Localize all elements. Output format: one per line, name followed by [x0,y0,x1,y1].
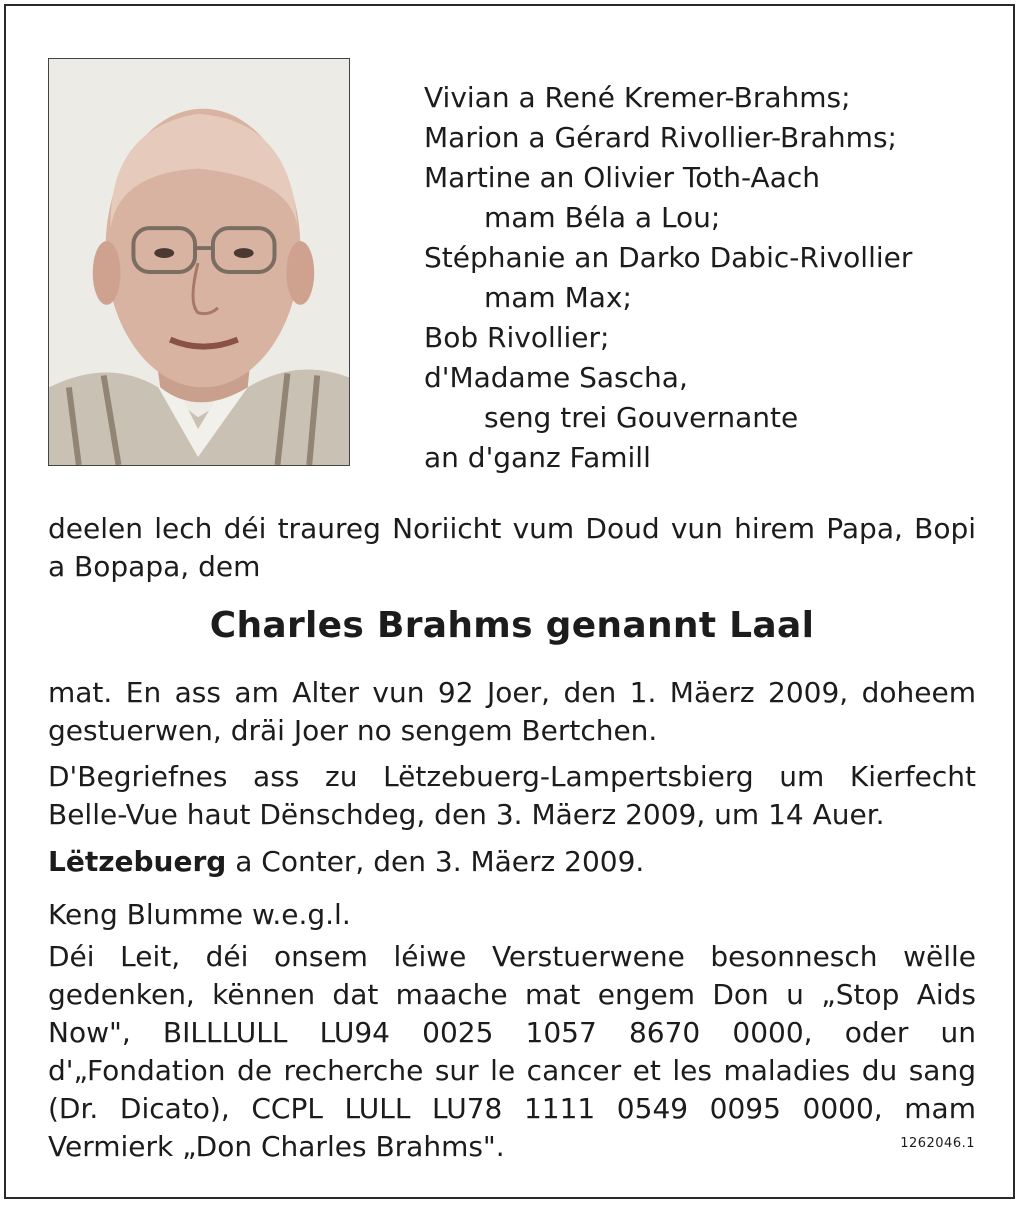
intro-text: deelen lech déi traureg Noriicht vum Doud vun hirem Papa, Bopi a Bopapa, dem [48,512,976,583]
family-name-line: Marion a Gérard Rivollier-Brahms; [424,121,897,154]
funeral-text: D'Begriefnes ass zu Lëtzebuerg-Lampertsbierg um Kierfecht Belle-Vue haut Dënschdeg, den 3. Mäerz 2009, um 14 Auer. [48,760,976,831]
family-name-line: mam Béla a Lou; [484,201,721,234]
deceased-name: Charles Brahms genannt Laal [209,605,815,646]
family-name-line: Martine an Olivier Toth-Aach [424,161,820,194]
ad-code: 1262046.1 [900,1136,975,1151]
donation-text: Déi Leit, déi onsem léiwe Verstuerwene besonnesch wëlle gedenken, kënnen dat maache mat engem Don u „Stop Aids Now", BILLLULL LU94 0025 1057 8670 0000, oder un d'„Fondation de recherche sur le cancer et les maladies du sang (Dr. Dicato), CCPL LULL LU78 1111 0549 0095 0000, mam Vermierk „Don Charles Brahms". [48,940,976,1163]
portrait-photo [48,58,350,466]
death-text: mat. En ass am Alter vun 92 Joer, den 1. Mäerz 2009, doheem gestuerwen, dräi Joer no sengem Bertchen. [48,676,976,747]
family-name-line: Stéphanie an Darko Dabic-Rivollier [424,241,913,274]
no-flowers-text: Keng Blumme w.e.g.l. [48,898,351,931]
family-name-line: mam Max; [484,281,632,314]
place-date-line [48,843,976,881]
place-city: Lëtzebuerg [48,845,227,878]
family-name-line: seng trei Gouvernante [484,401,799,434]
family-name-line: Bob Rivollier; [424,321,610,354]
family-names-list [424,78,912,478]
family-name-line: Vivian a René Kremer-Brahms; [424,81,851,114]
family-name-line: d'Madame Sascha, [424,361,688,394]
place-rest: a Conter, den 3. Mäerz 2009. [226,845,645,878]
family-name-line: an d'ganz Famill [424,441,651,474]
